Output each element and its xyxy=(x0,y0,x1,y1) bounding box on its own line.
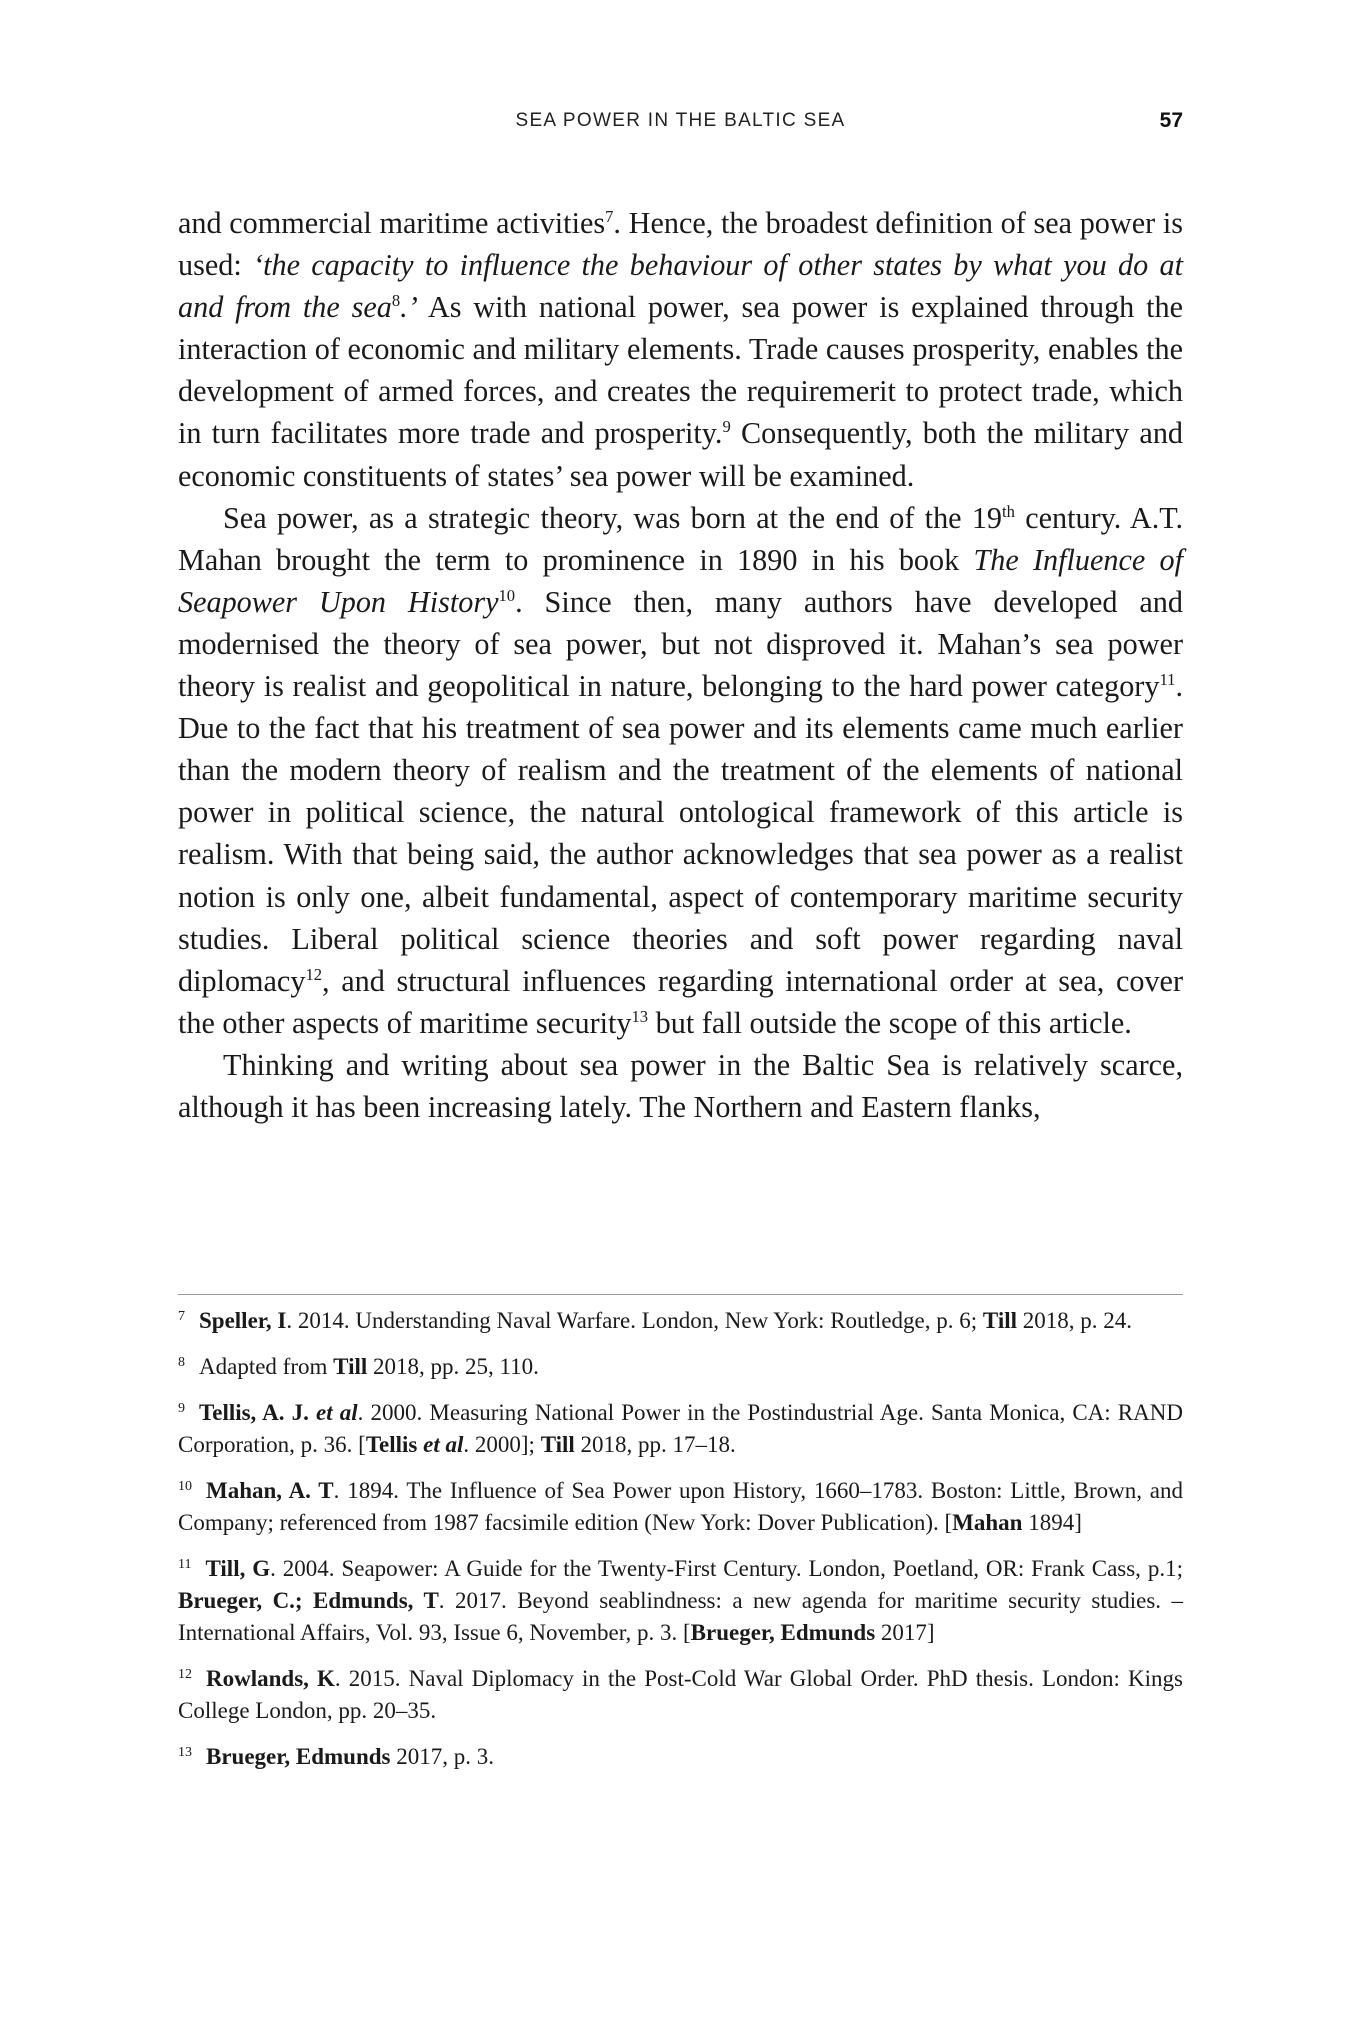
text-run: As with national power, sea power is explained through the interaction of economic and military elements. Trade causes prosperity, enables the development of armed forces, and creates the requiremerit to protect trade, which in turn facilitates more trade and prosperity. xyxy=(178,290,1183,451)
text-run: 1894] xyxy=(1022,1510,1082,1535)
running-title: SEA POWER IN THE BALTIC SEA xyxy=(515,110,846,131)
footnote-number: 13 xyxy=(178,1745,192,1760)
text-run: . 2000]; xyxy=(463,1432,541,1457)
footnote-9 xyxy=(178,1393,1183,1461)
text-run: and commercial maritime activities xyxy=(178,206,606,240)
text-run: Adapted from xyxy=(199,1354,334,1379)
footnote-13 xyxy=(178,1737,1183,1773)
footnote-ref-7: 7 xyxy=(605,206,614,226)
author: Rowlands, K xyxy=(206,1666,335,1691)
footnote-ref-13: 13 xyxy=(631,1006,649,1026)
author: Brueger, C.; Edmunds, T xyxy=(178,1588,439,1613)
footnote-10 xyxy=(178,1471,1183,1539)
page-number: 57 xyxy=(1159,109,1183,132)
text-run: Consequently, both the military and economic constituents of states’ sea power will be examined. xyxy=(178,416,1184,493)
footnote-ref-10: 10 xyxy=(498,585,516,605)
footnote-ref-11: 11 xyxy=(1159,669,1176,689)
text-run: but fall outside the scope of this article. xyxy=(648,1005,1132,1040)
text-run: . 2004. Seapower: A Guide for the Twenty-First Century. London, Poetland, OR: Frank Cass, p.1; xyxy=(270,1556,1183,1581)
text-run: . 2017. Beyond seablindness: a new agenda for maritime security studies. – International Affairs, Vol. 93, Issue 6, November, p. 3. [ xyxy=(178,1588,1183,1645)
author: Speller, I xyxy=(199,1308,287,1333)
text-run: . Since then, many authors have developed and modernised the theory of sea power, but not disproved it. Mahan’s sea power theory is realist and geopolitical in nature, belonging to the hard power category xyxy=(178,584,1183,704)
text-run: . 1894. The Influence of Sea Power upon History, 1660–1783. Boston: Little, Brown, and Company; referenced from 1987 facsimile edition (New York: Dover Publication). [ xyxy=(178,1478,1184,1535)
author: Till, G xyxy=(205,1556,271,1581)
author: Till xyxy=(333,1354,368,1379)
et-al: et al xyxy=(423,1432,464,1457)
author: Brueger, Edmunds xyxy=(206,1744,391,1769)
footnote-11 xyxy=(178,1549,1183,1649)
footnote-number: 12 xyxy=(178,1667,192,1682)
footnote-number: 7 xyxy=(178,1309,185,1324)
author: Till xyxy=(540,1432,575,1457)
text-run: . Hence, the broadest definition of sea power is used: xyxy=(178,206,1183,283)
text-run: century. A.T. Mahan brought the term to prominence in 1890 in his book xyxy=(178,500,1183,577)
paragraph-2 xyxy=(178,497,1183,1044)
text-run: 2018, pp. 25, 110. xyxy=(367,1354,539,1379)
footnote-ref-9: 9 xyxy=(722,417,731,437)
footnote-ref-12: 12 xyxy=(305,964,323,984)
book-title: The Influence of Seapower Upon History xyxy=(178,542,1183,619)
paragraph-3: Thinking and writing about sea power in the Baltic Sea is relatively scarce, although it has been increasing lately. The Northern and Eastern flanks, xyxy=(178,1047,1183,1124)
et-al: et al xyxy=(316,1400,358,1425)
text-run: 2017, p. 3. xyxy=(390,1744,494,1769)
footnotes xyxy=(178,1301,1183,1783)
footnote-7 xyxy=(178,1301,1183,1337)
text-run: , and structural influences regarding international order at sea, cover the other aspects of maritime security xyxy=(178,963,1183,1040)
author: Tellis, A. J. xyxy=(199,1400,317,1425)
text-run: . 2015. Naval Diplomacy in the Post-Cold War Global Order. PhD thesis. London: Kings College London, pp. 20–35. xyxy=(178,1666,1183,1723)
text-run: 2018, p. 24. xyxy=(1017,1308,1132,1333)
definition-quote: ‘the capacity to influence the behaviour of other states by what you do at and from the sea xyxy=(178,248,1183,325)
author: Tellis xyxy=(365,1432,424,1457)
footnote-ref-8: 8 xyxy=(391,291,401,311)
author: Brueger, Edmunds xyxy=(690,1620,876,1645)
running-head xyxy=(178,110,1183,142)
footnote-divider xyxy=(178,1294,1183,1295)
paragraph-1 xyxy=(178,202,1183,497)
body-text xyxy=(178,202,1183,1128)
ordinal-suffix: th xyxy=(1002,501,1015,521)
footnote-number: 11 xyxy=(178,1557,192,1572)
footnote-number: 9 xyxy=(178,1401,185,1416)
author: Till xyxy=(982,1308,1017,1333)
footnote-number: 8 xyxy=(178,1355,185,1370)
text-run: . Due to the fact that his treatment of sea power and its elements came much earlier than the modern theory of realism and the treatment of the elements of national power in political science, the natural ontological framework of this article is realism. With that being said, the author acknowledges that sea power as a realist notion is only one, albeit fundamental, aspect of contemporary maritime security studies. Liberal political science theories and soft power regarding naval diplomacy xyxy=(178,669,1183,998)
text-run: . 2014. Understanding Naval Warfare. London, New York: Routledge, p. 6; xyxy=(286,1308,983,1333)
footnote-12 xyxy=(178,1659,1183,1727)
text-run: 2018, pp. 17–18. xyxy=(574,1432,736,1457)
author: Mahan xyxy=(952,1510,1023,1535)
definition-quote-end: .’ xyxy=(400,290,418,325)
text-run: Sea power, as a strategic theory, was born at the end of the 19 xyxy=(223,500,1003,535)
footnote-8 xyxy=(178,1347,1183,1383)
footnote-number: 10 xyxy=(178,1479,192,1494)
text-run: 2017] xyxy=(875,1620,935,1645)
text-run: . 2000. Measuring National Power in the Postindustrial Age. Santa Monica, CA: RAND Corporation, p. 36. [ xyxy=(178,1400,1183,1457)
author: Mahan, A. T xyxy=(206,1478,334,1503)
